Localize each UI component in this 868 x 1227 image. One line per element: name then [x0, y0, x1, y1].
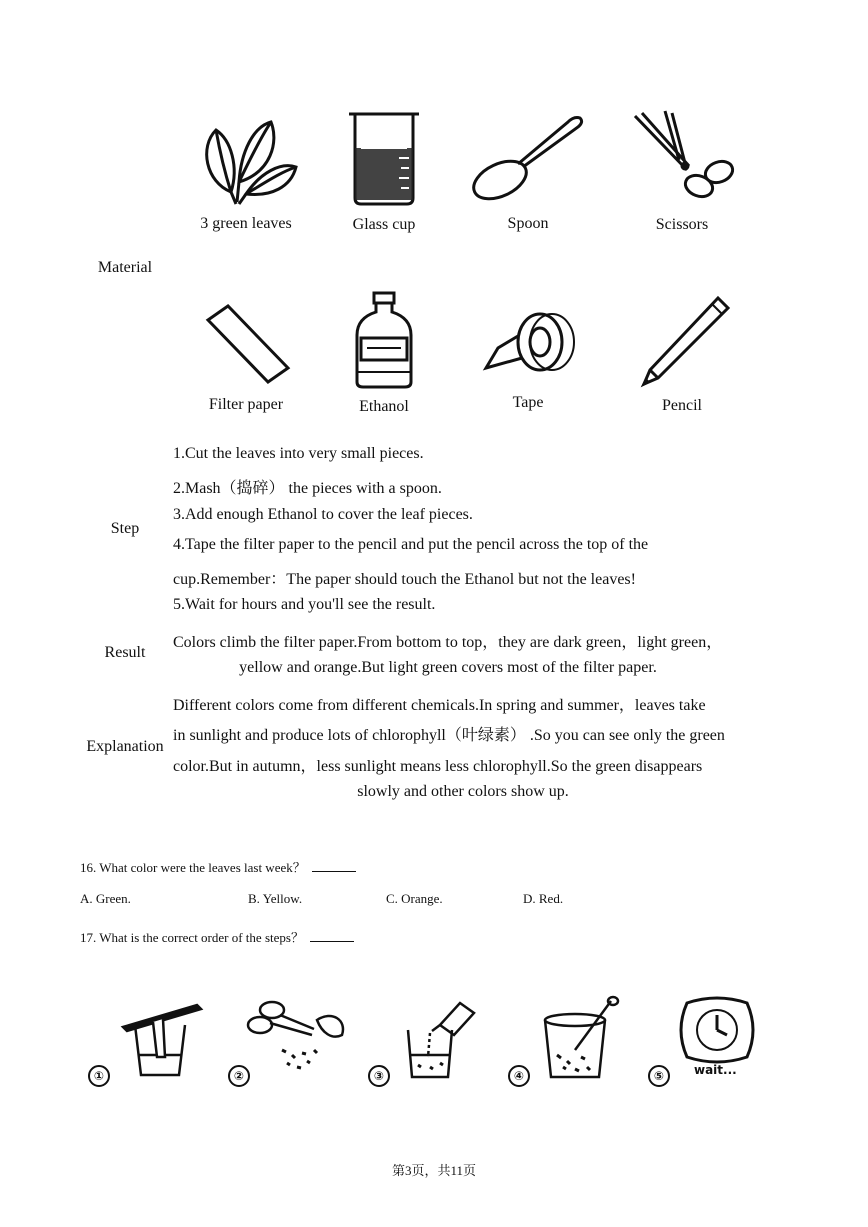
- question-16: [80, 857, 356, 876]
- result-label: Result: [104, 644, 146, 661]
- step-line-2: 2.Mash（捣碎） the pieces with a spoon.: [173, 480, 442, 497]
- step-number: ③: [368, 1065, 390, 1087]
- material-filter-paper: [176, 298, 316, 414]
- material-label-text: Spoon: [507, 215, 549, 232]
- material-label-text: Scissors: [655, 216, 709, 233]
- step-line-3: 3.Add enough Ethanol to cover the leaf pieces.: [173, 506, 473, 523]
- option-a[interactable]: A. Green.: [80, 891, 131, 906]
- step-label: Step: [110, 520, 140, 537]
- question-16-text: 16. What color were the leaves last week？: [80, 860, 306, 875]
- scissors-icon: [627, 108, 737, 208]
- material-leaves: [176, 112, 316, 233]
- question-17-text: 17. What is the correct order of the steps？: [80, 930, 304, 945]
- ethanol-bottle-icon: [349, 290, 419, 390]
- material-label-text: Ethanol: [359, 398, 409, 415]
- step-number: ⑤: [648, 1065, 670, 1087]
- tape-icon: [478, 306, 578, 386]
- scissors-cutting-icon: [242, 995, 352, 1075]
- material-glass-cup: [314, 108, 454, 234]
- question-17: [80, 927, 354, 946]
- leaves-icon: [191, 112, 301, 207]
- material-label-text: Pencil: [662, 397, 702, 414]
- material-pencil: [612, 294, 752, 415]
- explanation-label: Explanation: [86, 738, 164, 755]
- mashing-cup-icon: [535, 995, 625, 1080]
- step-number: ①: [88, 1065, 110, 1087]
- pencil-over-cup-icon: [115, 995, 205, 1080]
- glass-cup-icon: [339, 108, 429, 208]
- explanation-line-1: Different colors come from different chemicals.In spring and summer，leaves take: [173, 697, 706, 714]
- step-line-4: 4.Tape the filter paper to the pencil and put the pencil across the top of the: [173, 536, 649, 553]
- step-picture-4: [500, 995, 630, 1095]
- material-label: Material: [97, 259, 153, 276]
- material-tape: [458, 306, 598, 412]
- material-ethanol: [314, 290, 454, 416]
- result-line-2: yellow and orange.But light green covers most of the filter paper.: [239, 659, 657, 676]
- step-picture-3: [360, 995, 490, 1095]
- answer-blank-17[interactable]: [310, 931, 354, 942]
- material-spoon: [458, 112, 598, 233]
- step-line-5: cup.Remember：The paper should touch the Ethanol but not the leaves!: [173, 571, 636, 588]
- answer-blank-16[interactable]: [312, 861, 356, 872]
- option-d[interactable]: D. Red.: [523, 891, 564, 906]
- clock-icon: [675, 995, 760, 1065]
- pencil-icon: [632, 294, 732, 389]
- material-scissors: [612, 108, 752, 234]
- step-picture-1: [80, 995, 210, 1095]
- step-picture-5: [640, 995, 770, 1095]
- step-pictures: [70, 995, 790, 1095]
- spoon-icon: [468, 112, 588, 207]
- explanation-line-3: color.But in autumn，less sunlight means less chlorophyll.So the green disappears: [173, 758, 703, 775]
- wait-caption: wait...: [694, 1063, 737, 1077]
- explanation-line-4: slowly and other colors show up.: [357, 783, 569, 800]
- step-picture-2: [220, 995, 350, 1095]
- step-number: ④: [508, 1065, 530, 1087]
- result-line-1: Colors climb the filter paper.From bottom to top，they are dark green，light green，: [173, 634, 723, 651]
- step-line-6: 5.Wait for hours and you'll see the result.: [173, 596, 436, 613]
- material-label-text: 3 green leaves: [200, 215, 292, 232]
- pouring-ethanol-icon: [400, 995, 480, 1080]
- material-label-text: Filter paper: [208, 396, 284, 413]
- step-line-1: 1.Cut the leaves into very small pieces.: [173, 445, 424, 462]
- explanation-line-2: in sunlight and produce lots of chlorophyll（叶绿素） .So you can see only the green: [173, 727, 725, 744]
- material-label-text: Glass cup: [352, 216, 416, 233]
- filter-paper-icon: [196, 298, 296, 388]
- option-c[interactable]: C. Orange.: [386, 891, 443, 906]
- option-b[interactable]: B. Yellow.: [248, 891, 303, 906]
- page-footer: 第3页，共11页: [391, 1163, 477, 1178]
- material-label-text: Tape: [512, 394, 544, 411]
- step-number: ②: [228, 1065, 250, 1087]
